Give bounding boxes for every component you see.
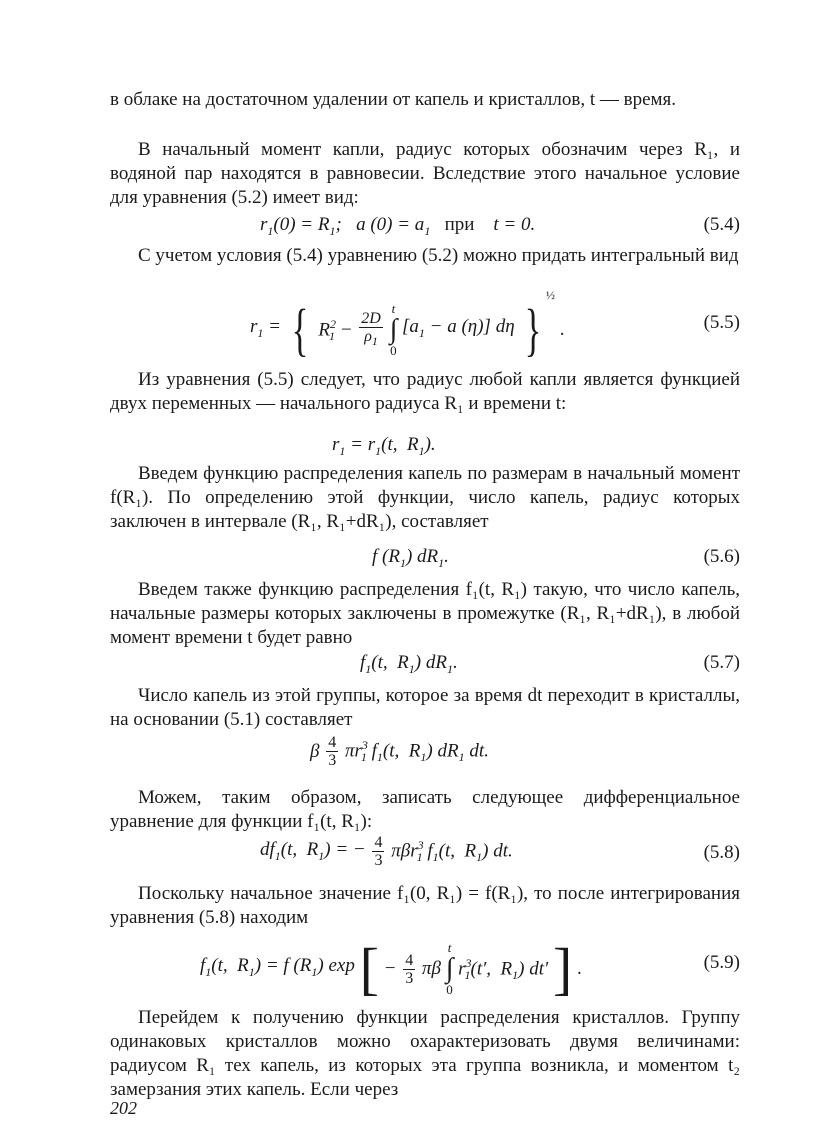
equation-5-5-body: $r_1$ = { $R^2_1$ − $\frac{2D}{\rho_1}$ t ∫ 0 [$a_1 - a$ (η)] dη } ½ .	[250, 288, 565, 363]
paragraph-2	[110, 138, 740, 210]
equation-5-6-number: (5.6)	[703, 546, 740, 567]
equation-5-8-number: (5.8)	[703, 842, 740, 863]
equation-5-9	[110, 928, 740, 1002]
paragraph-3	[110, 244, 740, 268]
equation-5-5-number: (5.5)	[703, 312, 740, 333]
paragraph-3-text: С учетом условия (5.4) уравнению (5.2) можно придать интегральный вид	[138, 245, 739, 266]
equation-5-7-body: $f_1(t$, $R_1$) $dR_1$.	[360, 652, 458, 676]
equation-5-6	[110, 544, 740, 570]
equation-5-9-number: (5.9)	[703, 952, 740, 973]
equation-r1	[110, 432, 740, 458]
equation-5-6-body: f $(R_1)$ $dR_1$.	[372, 546, 449, 570]
equation-freeze-rate-body: β $\frac{4}{3}$ $\pi r^3_1$ $f_1(t$, $R_1$) $dR_1$ dt.	[310, 734, 489, 769]
equation-5-7-number: (5.7)	[703, 652, 740, 673]
equation-5-7	[110, 650, 740, 676]
paragraph-8	[110, 786, 740, 834]
equation-5-4-number: (5.4)	[703, 214, 740, 235]
equation-freeze-rate	[110, 734, 740, 774]
paragraph-7-text: Число капель из этой группы, которое за время dt переходит в кристаллы, на основании (5.1) составляет	[110, 685, 740, 730]
paragraph-4	[110, 368, 740, 416]
paragraph-9-text: Поскольку начальное значение f₁(0, R₁) = f(R₁), то после интегрирования уравнения (5.8) находим	[110, 883, 740, 928]
equation-5-4	[110, 212, 740, 238]
equation-r1-body: $r_1 = r_1(t$, $R_1$).	[332, 434, 436, 458]
paragraph-8-text: Можем, таким образом, записать следующее дифференциальное уравнение для функции f₁(t, R₁):	[110, 787, 740, 832]
paragraph-7	[110, 684, 740, 732]
equation-5-5	[110, 288, 740, 363]
paragraph-2-text: В начальный момент капли, радиус которых обозначим через R₁, и водяной пар находятся в равновесии. Вследствие этого начальное условие для уравнения (5.2) имеет вид:	[110, 139, 740, 208]
paragraph-1-text: в облаке на достаточном удалении от капель и кристаллов, t — время.	[110, 89, 677, 110]
paragraph-1	[110, 88, 740, 112]
equation-5-8	[110, 834, 740, 874]
page-number: 202	[110, 1098, 137, 1118]
paragraph-6	[110, 578, 740, 650]
equation-5-8-body: $df_1(t$, $R_1$) = − $\frac{4}{3}$ πβr$^3_1$ $f_1(t$, $R_1$) dt.	[260, 834, 513, 869]
equation-5-9-body: $f_1(t$, $R_1) = f$ $(R_1)$ exp [ − $\frac{4}{3}$ πβ t ∫ 0 $r^3_1(t'$, $R_1$) dt′ ] .	[200, 936, 582, 1002]
paragraph-9	[110, 882, 740, 930]
paragraph-5-text: Введем функцию распределения капель по размерам в начальный момент f(R₁). По определению этой функции, число капель, радиус которых заключен в интервале (R₁, R₁+dR₁), составляет	[110, 463, 740, 532]
paragraph-10-text: Перейдем к получению функции распределения кристаллов. Группу одинаковых кристаллов можно охарактеризовать двумя величинами: радиусом R₁ тех капель, из которых эта группа возникла, и моментом t₂ замерзания этих капель. Если через	[110, 1007, 740, 1100]
paragraph-5	[110, 462, 740, 534]
paragraph-6-text: Введем также функцию распределения f₁(t, R₁) такую, что число капель, начальные размеры которых заключены в промежутке (R₁, R₁+dR₁), в любой момент времени t будет равно	[110, 579, 740, 648]
equation-5-4-body: $r_1(0) = R_1$; a $(0) = a_1$ при t = 0.	[260, 214, 536, 238]
paragraph-4-text: Из уравнения (5.5) следует, что радиус любой капли является функцией двух переменных — начального радиуса R₁ и времени t:	[110, 369, 740, 414]
paragraph-10	[110, 1006, 740, 1102]
